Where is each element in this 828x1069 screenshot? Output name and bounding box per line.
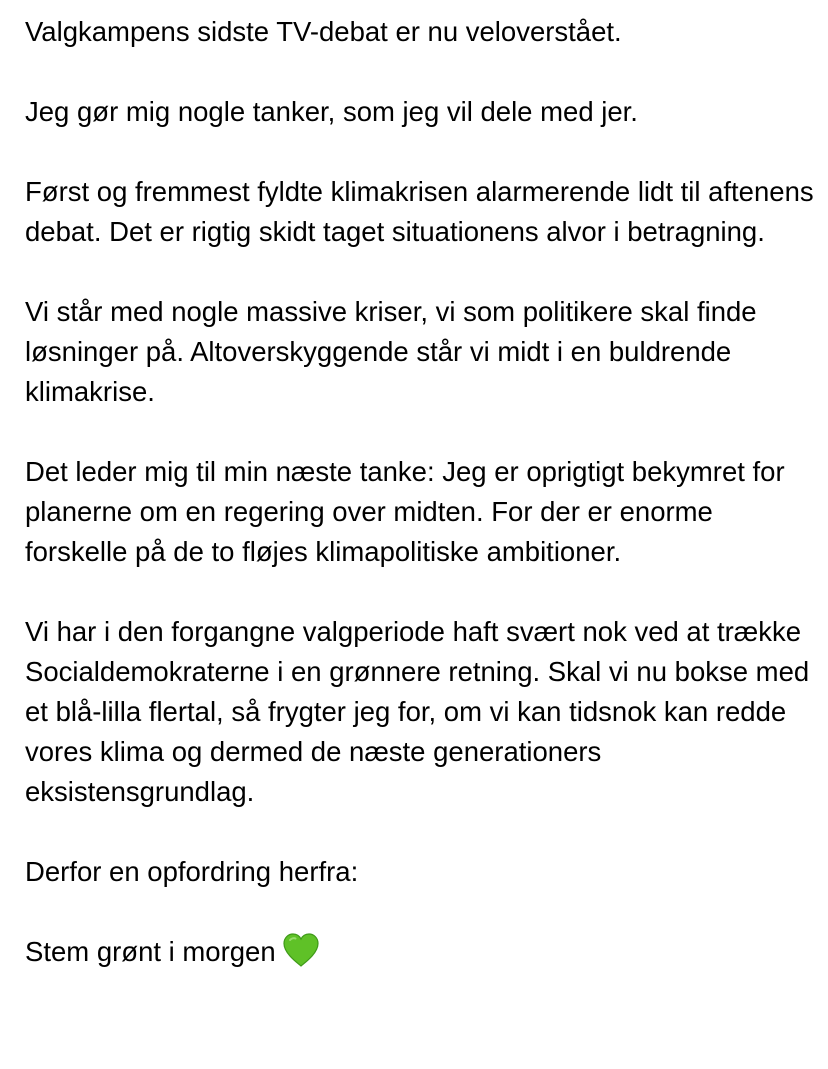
post-paragraph-3: Først og fremmest fyldte klimakrisen alarmerende lidt til aftenens debat. Det er rigtig skidt taget situationens alvor i betragning. (25, 176, 814, 247)
closing-line: Stem grønt i morgen (25, 936, 276, 967)
post-paragraph-1: Valgkampens sidste TV-debat er nu veloverstået. (25, 16, 622, 47)
post-text (25, 12, 815, 972)
post-paragraph-7: Derfor en opfordring herfra: (25, 856, 359, 887)
post-paragraph-5: Det leder mig til min næste tanke: Jeg er oprigtigt bekymret for planerne om en regering over midten. For der er enorme forskelle på de to fløjes klimapolitiske ambitioner. (25, 456, 785, 567)
green-heart-icon (282, 932, 320, 968)
post-paragraph-8 (25, 932, 815, 972)
post-paragraph-6: Vi har i den forgangne valgperiode haft svært nok ved at trække Socialdemokraterne i en grønnere retning. Skal vi nu bokse med et blå-lilla flertal, så frygter jeg for, om vi kan tidsnok kan redde vores klima og dermed de næste generationers eksistensgrundlag. (25, 616, 810, 807)
post-paragraph-2: Jeg gør mig nogle tanker, som jeg vil dele med jer. (25, 96, 638, 127)
post-paragraph-4: Vi står med nogle massive kriser, vi som politikere skal finde løsninger på. Altoverskyggende står vi midt i en buldrende klimakrise. (25, 296, 757, 407)
